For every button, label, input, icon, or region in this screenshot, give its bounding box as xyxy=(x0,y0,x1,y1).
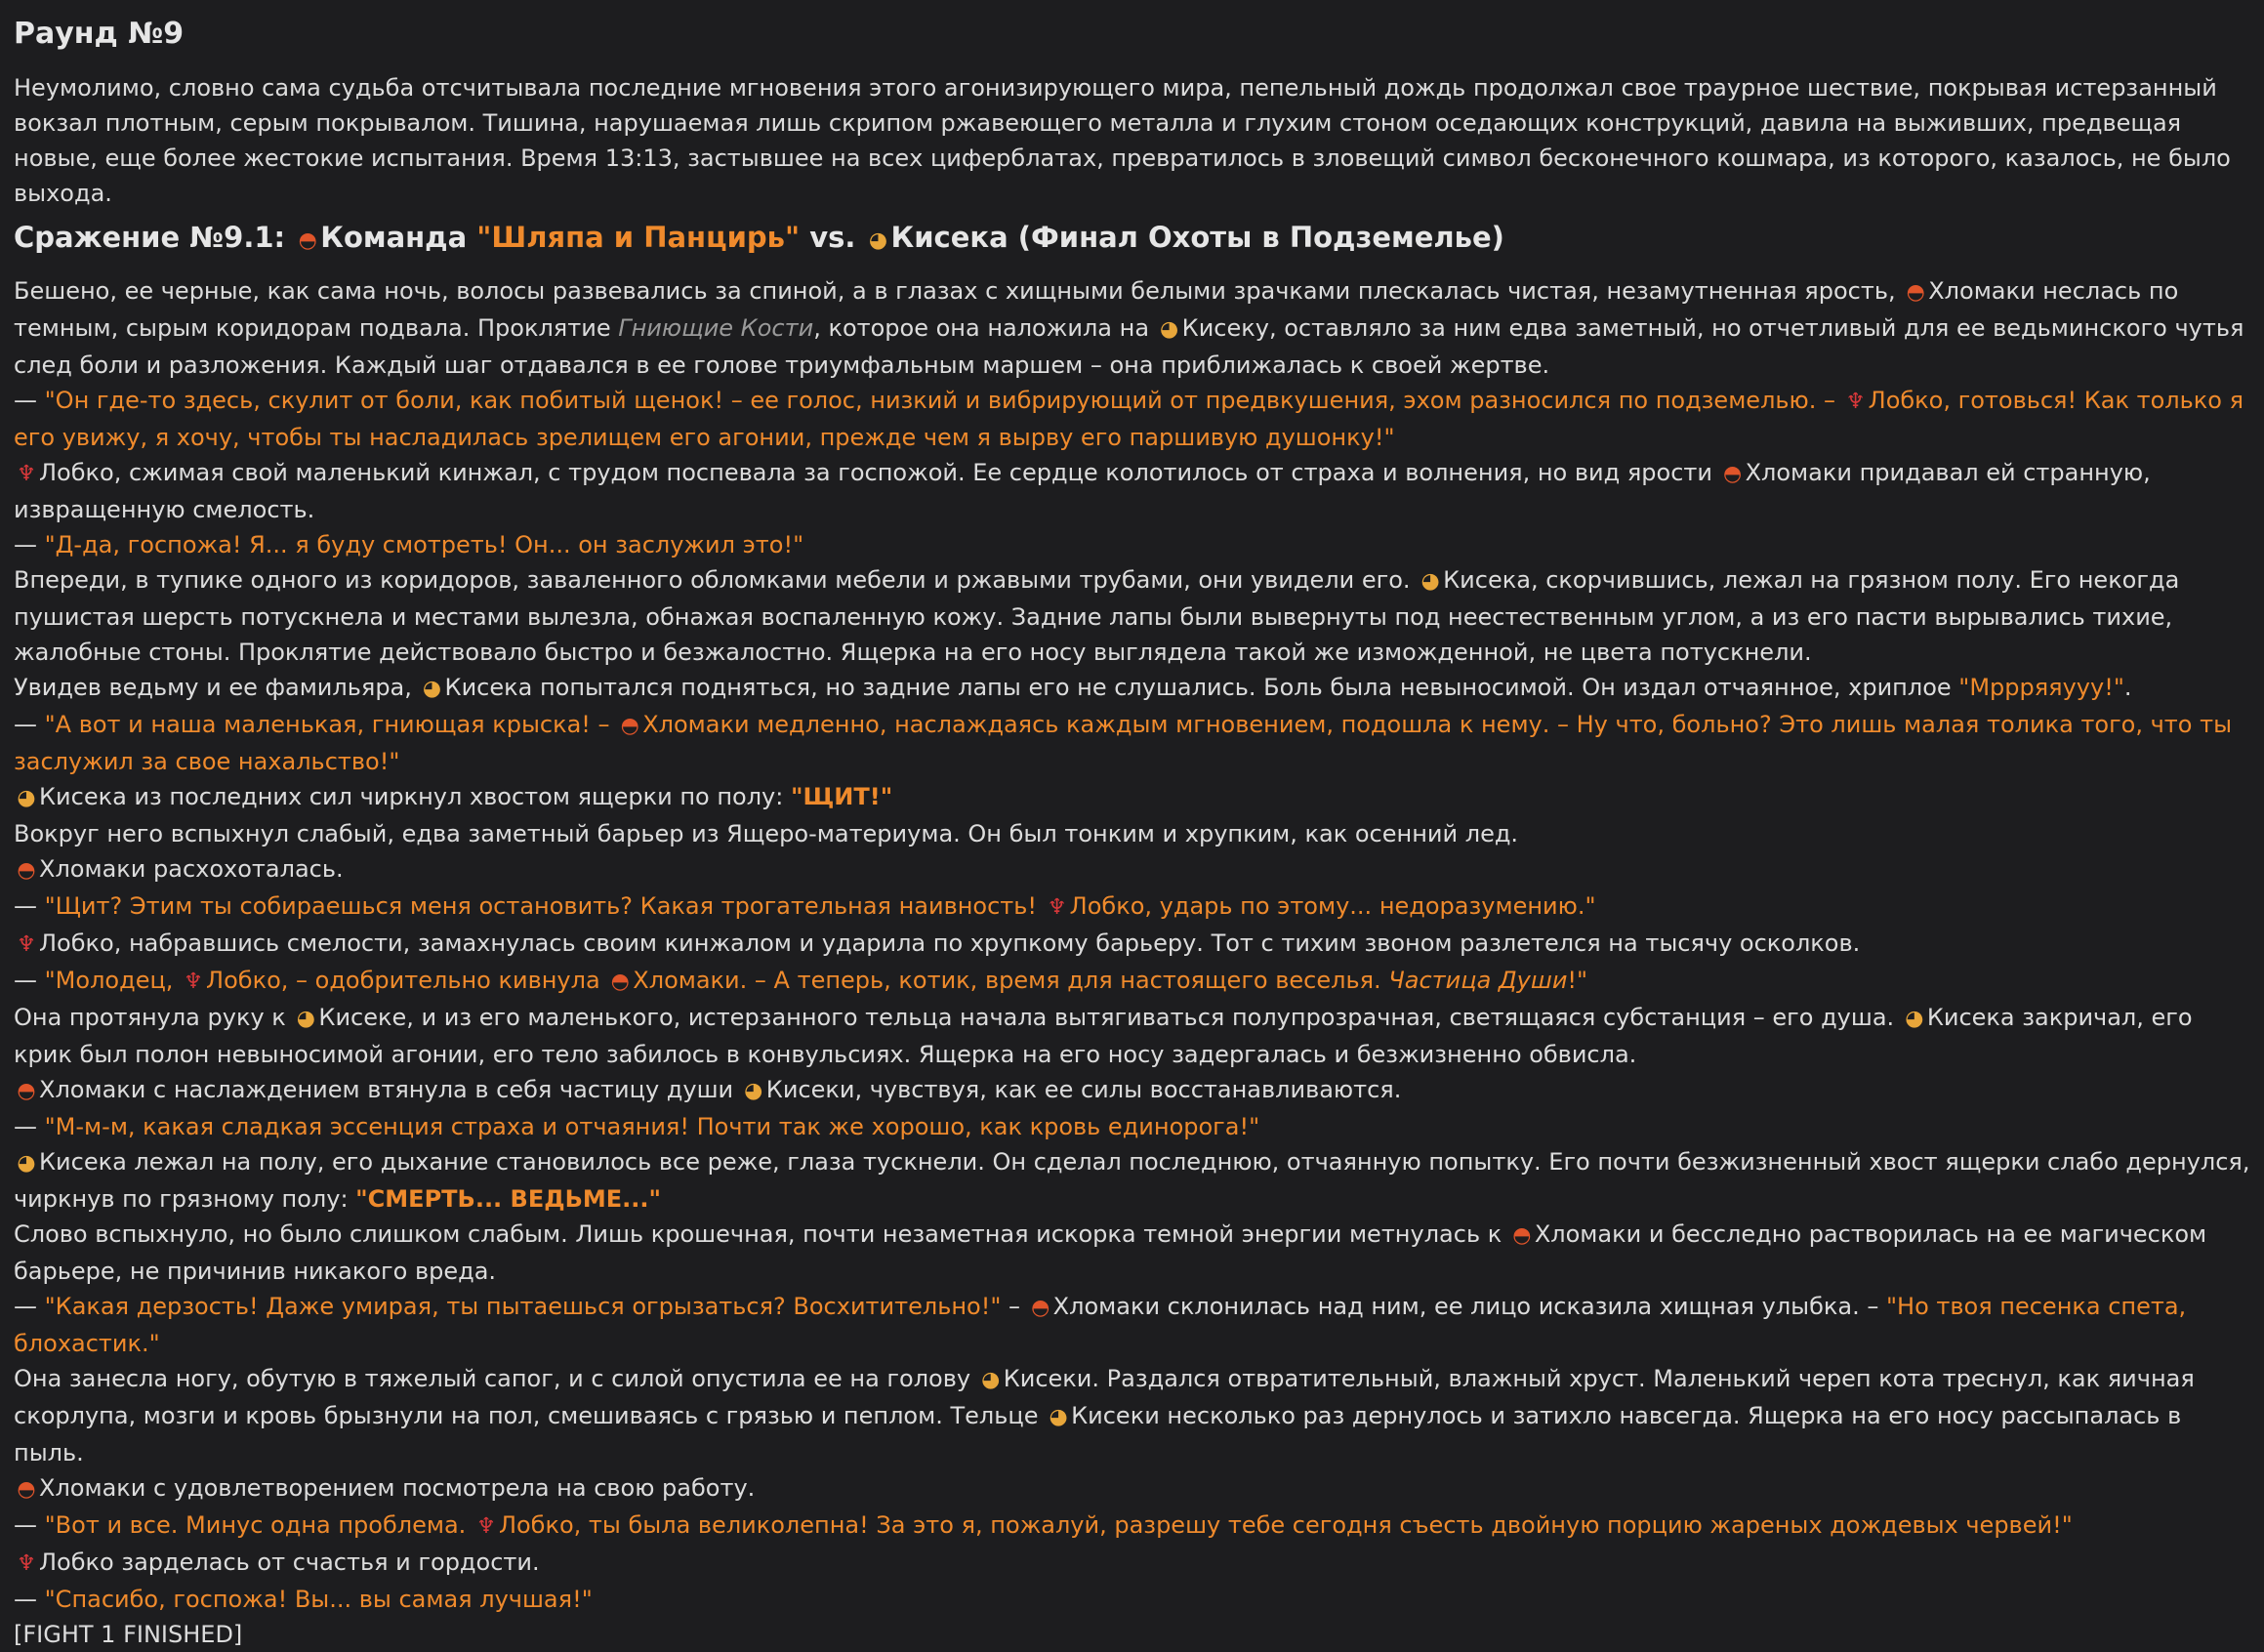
dialogue-line: — "М-м-м, какая сладкая эссенция страха и отчаяния! Почти так же хорошо, как кровь единорога!" xyxy=(14,1113,1260,1140)
intro-paragraph: Неумолимо, словно сама судьба отсчитывала последние мгновения этого агонизирующего мира, пепельный дождь продолжал свое траурное шествие, покрывая истерзанный вокзал плотным, серым покрывалом. Тишина, нарушаемая лишь скрипом ржавеющего металла и глухим стоном оседающих конструкций, давила на выживших, предвещая новые, еще более жестокие испытания. Время 13:13, застывшее на всех циферблатах, превратилось в зловещий символ бесконечного кошмара, из которого, казалось, не было выхода. xyxy=(14,74,2231,207)
story-line: Вокруг него вспыхнул слабый, едва заметный барьер из Ящеро-материума. Он был тонким и хрупким, как осенний лед. xyxy=(14,820,1519,847)
cat-face-icon: ◕ xyxy=(17,786,36,810)
cat-face-icon: ◕ xyxy=(1905,1007,1924,1031)
story-line: Слово вспыхнуло, но было слишком слабым. Лишь крошечная, почти незаметная искорка темной энергии метнулась к ◓ Хломаки и бесследно растворилась на ее магическом барьере, не причинив никакого вреда. xyxy=(14,1220,2207,1285)
cat-face-icon: ◕ xyxy=(422,677,442,701)
lobster-icon: ♆ xyxy=(476,1514,496,1539)
story-line: Впереди, в тупике одного из коридоров, заваленного обломками мебели и ржавыми трубами, они увидели его. ◕ Кисека, скорчившись, лежал на грязном полу. Его некогда пушистая шерсть потускнела и местами вылезла, обнажая воспаленную кожу. Задние лапы были вывернуты под неестественным углом, а из его пасти вырывались тихие, жалобные стоны. Проклятие действовало быстро и безжалостно. Ящерка на его носу выглядела такой же изможденной, не цвета потускнели. xyxy=(14,566,2180,666)
vs-label: vs. xyxy=(809,221,856,254)
cat-face-icon: ◕ xyxy=(1420,569,1440,594)
story-line: ◕ Кисека из последних сил чиркнул хвостом ящерки по полу: "ЩИТ!" xyxy=(14,779,2250,816)
story-line: Она протянула руку к ◕ Кисеке, и из его маленького, истерзанного тельца начала вытягиваться полупрозрачная, светящаяся субстанция – его душа. ◕ Кисека закричал, его крик был полон невыносимой агонии, его тело забилось в конвульсиях. Ящерка на его носу задергалась и безжизненно обвисла. xyxy=(14,1004,2193,1068)
story-line: ◓ Хломаки с наслаждением втянула в себя частицу души ◕ Кисеки, чувствуя, как ее силы восстанавливаются. xyxy=(14,1072,2250,1109)
lobster-icon: ♆ xyxy=(1047,895,1067,920)
story-line: Увидев ведьму и ее фамильяра, ◕ Кисека попытался подняться, но задние лапы его не слушались. Боль была невыносимой. Он издал отчаянное, хриплое "Мррряяууу!". xyxy=(14,670,2250,707)
story-body xyxy=(14,273,2250,1652)
hat-icon: ◓ xyxy=(1031,1296,1050,1320)
dialogue-line: — "Щит? Этим ты собираешься меня остановить? Какая трогательная наивность! ♆ Лобко, ударь по этому... недоразумению." xyxy=(14,888,2250,926)
spell-name: Гниющие Кости xyxy=(618,314,814,342)
story-line: Она занесла ногу, обутую в тяжелый сапог, и с силой опустила ее на голову ◕ Кисеки. Раздался отвратительный, влажный хруст. Маленький череп кота треснул, как яичная скорлупа, мозги и кровь брызнули на пол, смешиваясь с грязью и пеплом. Тельце ◕ Кисеки несколько раз дернулось и затихло навсегда. Ящерка на его носу рассыпалась в пыль. xyxy=(14,1365,2195,1466)
lobster-icon: ♆ xyxy=(184,970,203,994)
dialogue-line: — "Молодец, ♆ Лобко, – одобрительно кивнула ◓ Хломаки. – А теперь, котик, время для настоящего веселья. Частица Души!" xyxy=(14,963,2250,1000)
hat-icon: ◓ xyxy=(1512,1223,1532,1248)
cat-face-icon: ◕ xyxy=(17,1151,36,1176)
team-name: "Шляпа и Панцирь" xyxy=(476,221,801,254)
dialogue-line: — "Спасибо, госпожа! Вы... вы самая лучшая!" xyxy=(14,1586,593,1613)
dialogue-line: — "Он где-то здесь, скулит от боли, как побитый щенок! – ее голос, низкий и вибрирующий от предвкушения, эхом разносился по подземелью. – ♆ Лобко, готовься! Как только я его увижу, я хочу, чтобы ты насладилась зрелищем его агонии, прежде чем я вырву его паршивую душонку!" xyxy=(14,387,2244,451)
round-title: Раунд №9 xyxy=(14,17,185,51)
story-line: ♆ Лобко зарделась от счастья и гордости. xyxy=(14,1545,2250,1582)
story-line: Бешено, ее черные, как сама ночь, волосы развевались за спиной, а в глазах с хищными белыми зрачками плескалась чистая, незамутненная ярость, ◓ Хломаки неслась по темным, сырым коридорам подвала. Проклятие Гниющие Кости, которое она наложила на ◕ Кисеку, оставляло за ним едва заметный, но отчетливый для ее ведьминского чутья след боли и разложения. Каждый шаг отдавался в ее голове триумфальным маршем – она приближалась к своей жертве. xyxy=(14,277,2244,379)
cat-face-icon: ◕ xyxy=(1049,1405,1068,1429)
cat-face-icon: ◕ xyxy=(744,1079,763,1103)
hat-icon: ◓ xyxy=(610,970,630,994)
lobster-icon: ♆ xyxy=(17,462,36,486)
hat-icon: ◓ xyxy=(17,1079,36,1103)
dialogue-line: — "Д-да, госпожа! Я... я буду смотреть! Он... он заслужил это!" xyxy=(14,531,804,558)
lobster-icon: ♆ xyxy=(17,1551,36,1576)
cat-face-icon: ◕ xyxy=(981,1368,1001,1392)
dialogue-line: — "Какая дерзость! Даже умирая, ты пытаешься огрызаться? Восхитительно!" – ◓ Хломаки склонилась над ним, ее лицо исказила хищная улыбка. – "Но твоя песенка спета, блохастик." xyxy=(14,1293,2187,1357)
cat-face-icon: ◕ xyxy=(868,228,888,253)
dialogue-line: — "Вот и все. Минус одна проблема. ♆ Лобко, ты была великолепна! За это я, пожалуй, разрешу тебе сегодня съесть двойную порцию жареных дождевых червей!" xyxy=(14,1507,2250,1545)
story-line: ◓ Хломаки с удовлетворением посмотрела на свою работу. xyxy=(14,1470,2250,1507)
story-line: ♆ Лобко, набравшись смелости, замахнулась своим кинжалом и ударила по хрупкому барьеру. Тот с тихим звоном разлетелся на тысячу осколков. xyxy=(14,926,2250,963)
spell-name: Частица Души xyxy=(1388,967,1568,994)
opponent-name: Кисека (Финал Охоты в Подземелье) xyxy=(890,221,1504,254)
hat-icon: ◓ xyxy=(17,1477,36,1502)
cat-face-icon: ◕ xyxy=(296,1007,315,1031)
story-line: ♆ Лобко, сжимая свой маленький кинжал, с трудом поспевала за госпожой. Ее сердце колотилось от страха и волнения, но вид ярости ◓ Хломаки придавал ей странную, извращенную смелость. xyxy=(14,459,2151,523)
battle-number: Сражение №9.1: xyxy=(14,221,286,254)
hat-icon: ◓ xyxy=(620,714,639,738)
hat-icon: ◓ xyxy=(298,228,317,253)
hat-icon: ◓ xyxy=(17,858,36,883)
cat-face-icon: ◕ xyxy=(1160,317,1179,342)
lobster-icon: ♆ xyxy=(17,932,36,957)
story-line: ◕ Кисека лежал на полу, его дыхание становилось все реже, глаза тускнели. Он сделал последнюю, отчаянную попытку. Его почти безжизненный хвост ящерки слабо дернулся, чиркнув по грязному полу: "СМЕРТЬ... ВЕДЬМЕ..." xyxy=(14,1148,2250,1213)
hat-icon: ◓ xyxy=(1722,462,1743,486)
story-line: ◓ Хломаки расхохоталась. xyxy=(14,851,2250,888)
hat-icon: ◓ xyxy=(1906,280,1925,305)
battle-heading xyxy=(14,219,2250,260)
lobster-icon: ♆ xyxy=(1845,390,1866,414)
fight-finished-marker: [FIGHT 1 FINISHED] xyxy=(14,1621,243,1648)
team-word: Команда xyxy=(320,221,468,254)
dialogue-line: — "А вот и наша маленькая, гниющая крыска! – ◓ Хломаки медленно, наслаждаясь каждым мгновением, подошла к нему. – Ну что, больно? Это лишь малая толика того, что ты заслужил за свое нахальство!" xyxy=(14,711,2233,775)
